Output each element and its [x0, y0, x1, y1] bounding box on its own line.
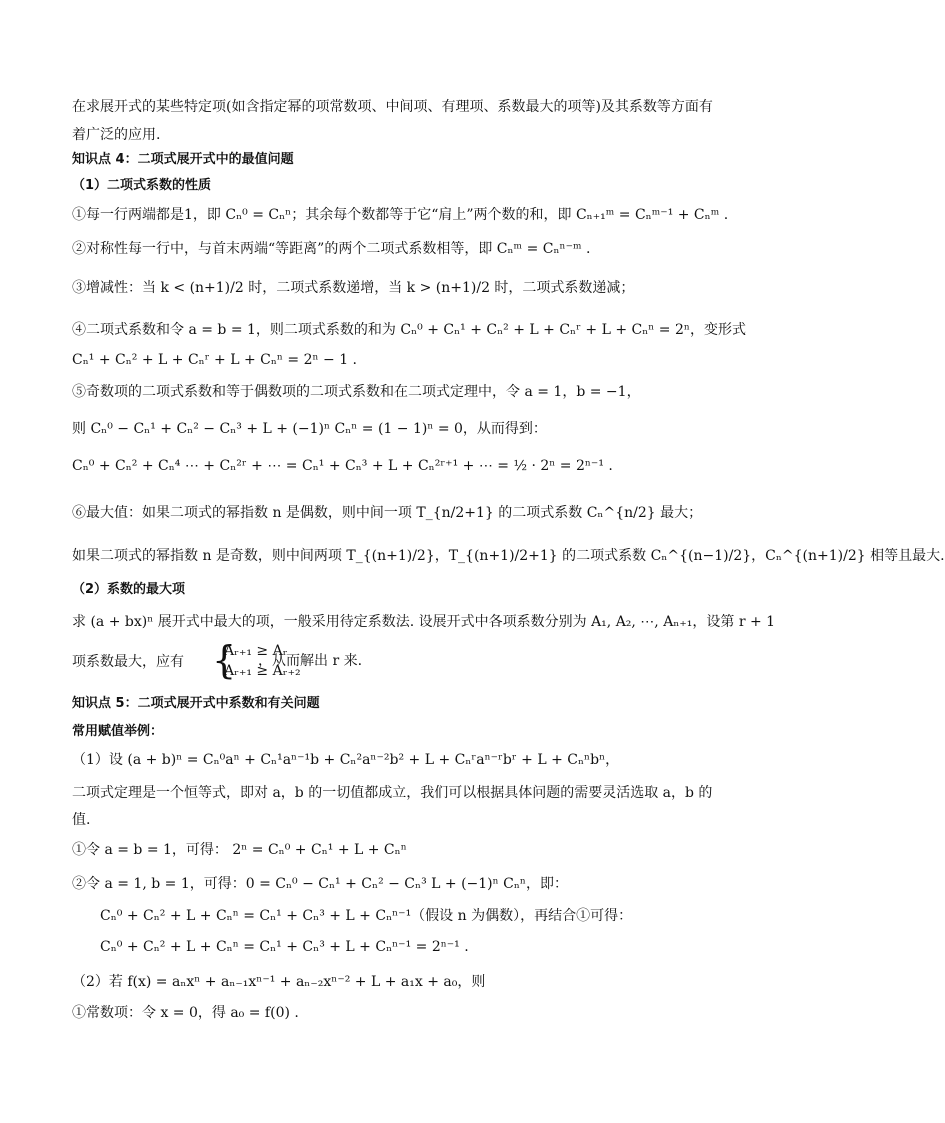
property-4-formula: Cₙ¹ + Cₙ² + L + Cₙʳ + L + Cₙⁿ = 2ⁿ − 1 .: [72, 352, 357, 368]
max-term-condition: 项系数最大，应有: [72, 654, 184, 670]
section-heading-4: 知识点 4：二项式展开式中的最值问题: [72, 152, 294, 167]
assignment-2: ②令 a = 1, b = 1，可得：0 = Cₙ⁰ − Cₙ¹ + Cₙ² − Cₙ³ L + (−1)ⁿ Cₙⁿ，即：: [72, 876, 568, 892]
property-5-formula: 则 Cₙ⁰ − Cₙ¹ + Cₙ² − Cₙ³ + L + (−1)ⁿ Cₙⁿ = (1 − 1)ⁿ = 0，从而得到：: [72, 421, 547, 437]
section-heading-5: 知识点 5：二项式展开式中系数和有关问题: [72, 696, 320, 711]
constant-term: ①常数项：令 x = 0，得 a₀ = f(0) .: [72, 1005, 299, 1021]
system-brace: {: [212, 638, 237, 682]
property-6-odd: 如果二项式的幂指数 n 是奇数，则中间两项 T_{(n+1)/2}，T_{(n+1)/2+1} 的二项式系数 Cₙ^{(n−1)/2}，Cₙ^{(n+1)/2} 相等且最大.: [72, 548, 945, 564]
assignment-2-equation: Cₙ⁰ + Cₙ² + L + Cₙⁿ = Cₙ¹ + Cₙ³ + L + Cₙⁿ⁻¹（假设 n 为偶数），再结合①可得：: [100, 908, 633, 924]
property-2: ②对称性每一行中，与首末两端“等距离”的两个二项式系数相等，即 Cₙᵐ = Cₙⁿ⁻ᵐ .: [72, 241, 591, 257]
property-1: ①每一行两端都是1，即 Cₙ⁰ = Cₙⁿ；其余每个数都等于它“肩上”两个数的和，即 Cₙ₊₁ᵐ = Cₙᵐ⁻¹ + Cₙᵐ .: [72, 207, 729, 223]
expansion-formula: （1）设 (a + b)ⁿ = Cₙ⁰aⁿ + Cₙ¹aⁿ⁻¹b + Cₙ²aⁿ⁻²b² + L + Cₙʳaⁿ⁻ʳbʳ + L + Cₙⁿbⁿ，: [72, 752, 620, 768]
system-row-1: Aᵣ₊₁ ≥ Aᵣ: [224, 643, 288, 659]
subheading-max-term: （2）系数的最大项: [72, 582, 186, 597]
property-6-even: ⑥最大值：如果二项式的幂指数 n 是偶数，则中间一项 T_{n/2+1} 的二项式系数 Cₙ^{n/2} 最大；: [72, 505, 703, 521]
system-row-2: Aᵣ₊₁ ≥ Aᵣ₊₂: [224, 663, 301, 679]
polynomial-definition: （2）若 f(x) = aₙxⁿ + aₙ₋₁xⁿ⁻¹ + aₙ₋₂xⁿ⁻² + L + a₁x + a₀，则: [72, 974, 486, 990]
subheading-properties: （1）二项式系数的性质: [72, 178, 212, 193]
paragraph-line: 着广泛的应用.: [72, 127, 161, 143]
identity-explanation: 二项式定理是一个恒等式，即对 a，b 的一切值都成立，我们可以根据具体问题的需要灵活选取 a，b 的: [72, 785, 713, 801]
assignment-1: ①令 a = b = 1，可得： 2ⁿ = Cₙ⁰ + Cₙ¹ + L + Cₙⁿ: [72, 842, 407, 858]
property-5: ⑤奇数项的二项式系数和等于偶数项的二项式系数和在二项式定理中，令 a = 1，b = −1，: [72, 384, 641, 400]
property-5-result: Cₙ⁰ + Cₙ² + Cₙ⁴ ⋯ + Cₙ²ʳ + ⋯ = Cₙ¹ + Cₙ³ + L + Cₙ²ʳ⁺¹ + ⋯ = ½ · 2ⁿ = 2ⁿ⁻¹ .: [72, 458, 613, 474]
paragraph-line: 在求展开式的某些特定项(如含指定幂的项常数项、中间项、有理项、系数最大的项等)及其系数等方面有: [72, 99, 713, 115]
property-4: ④二项式系数和令 a = b = 1，则二项式系数的和为 Cₙ⁰ + Cₙ¹ + Cₙ² + L + Cₙʳ + L + Cₙⁿ = 2ⁿ，变形式: [72, 322, 746, 338]
max-term-method: 求 (a + bx)ⁿ 展开式中最大的项，一般采用待定系数法. 设展开式中各项系数分别为 A₁, A₂, ⋯, Aₙ₊₁，设第 r + 1: [72, 614, 776, 630]
subheading-assignment: 常用赋值举例：: [72, 724, 164, 739]
property-3: ③增减性：当 k < (n+1)/2 时，二项式系数递增，当 k > (n+1)/2 时，二项式系数递减；: [72, 280, 635, 296]
assignment-2-result: Cₙ⁰ + Cₙ² + L + Cₙⁿ = Cₙ¹ + Cₙ³ + L + Cₙⁿ⁻¹ = 2ⁿ⁻¹ .: [100, 939, 469, 955]
identity-explanation-end: 值.: [72, 812, 91, 828]
system-conclusion: ，从而解出 r 来.: [258, 653, 363, 669]
